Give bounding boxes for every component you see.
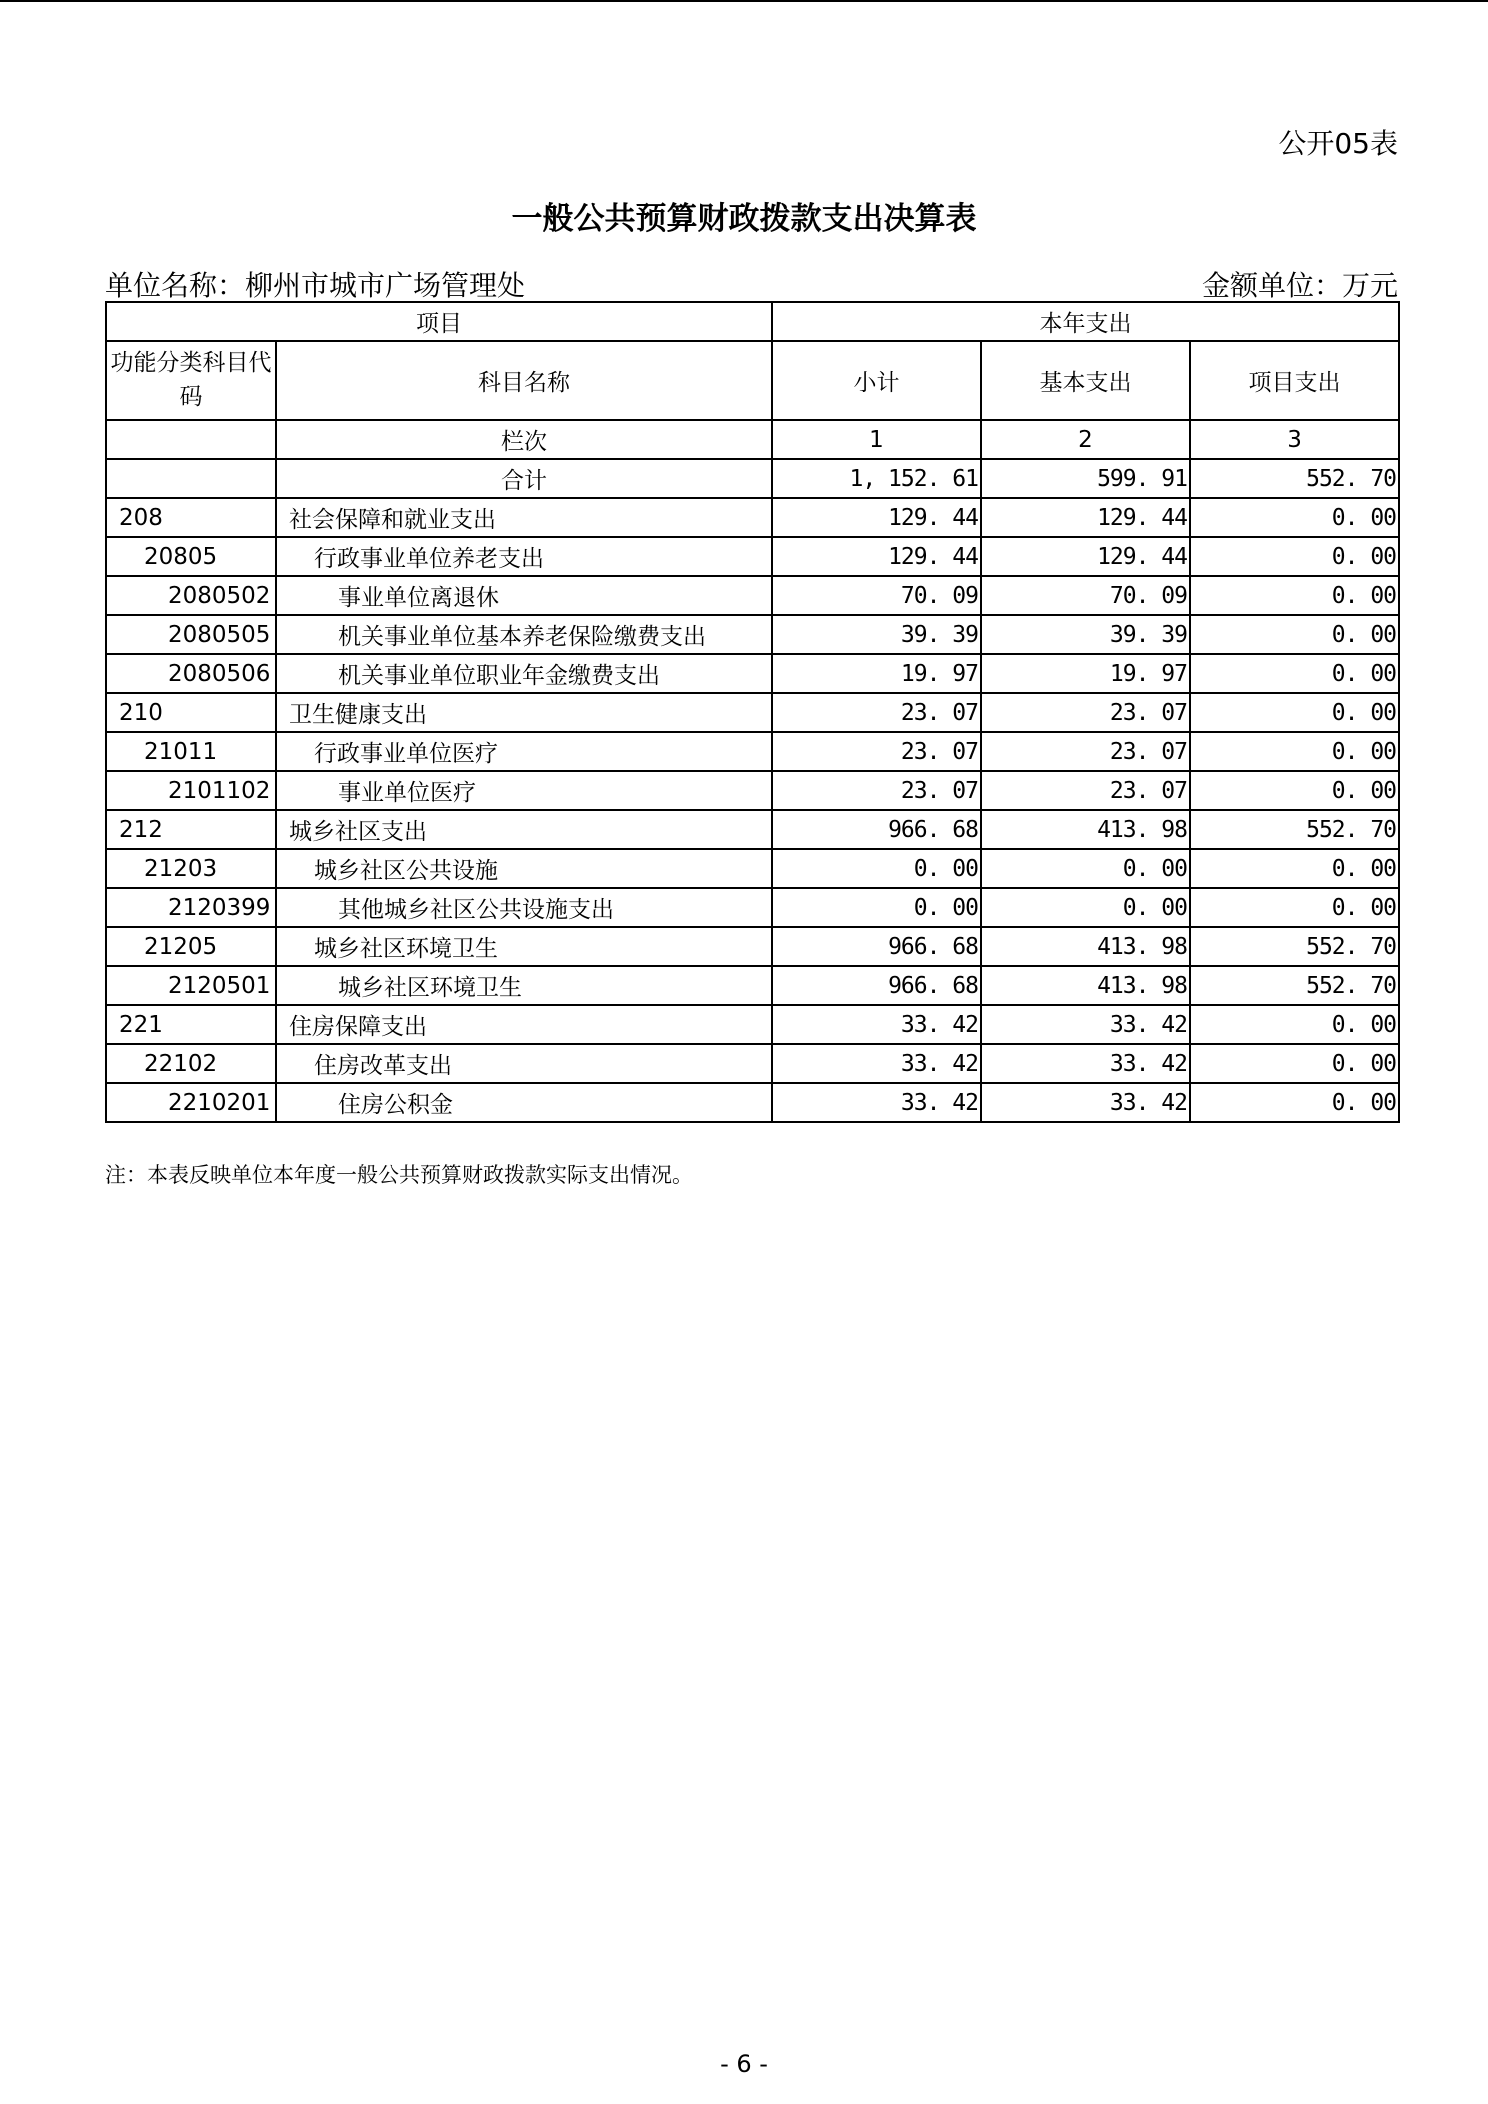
table-row <box>106 537 1399 576</box>
row-name: 住房改革支出 <box>276 1044 772 1083</box>
row-name: 卫生健康支出 <box>276 693 772 732</box>
row-name: 城乡社区环境卫生 <box>276 927 772 966</box>
row-subtotal: 23. 07 <box>772 732 981 771</box>
row-name: 住房保障支出 <box>276 1005 772 1044</box>
total-blank <box>106 459 276 498</box>
row-project: 0. 00 <box>1190 615 1399 654</box>
row-basic: 33. 42 <box>981 1044 1190 1083</box>
table-row <box>106 576 1399 615</box>
row-project: 0. 00 <box>1190 498 1399 537</box>
row-name: 事业单位离退休 <box>276 576 772 615</box>
top-border-rule <box>0 0 1488 2</box>
row-subtotal: 966. 68 <box>772 927 981 966</box>
column-index-2: 2 <box>981 420 1190 459</box>
row-project: 0. 00 <box>1190 1083 1399 1122</box>
row-subtotal: 23. 07 <box>772 771 981 810</box>
row-project: 552. 70 <box>1190 927 1399 966</box>
row-subtotal: 33. 42 <box>772 1005 981 1044</box>
page-title: 一般公共预算财政拨款支出决算表 <box>511 201 977 237</box>
column-index-blank <box>106 420 276 459</box>
row-subtotal: 966. 68 <box>772 966 981 1005</box>
column-index-1: 1 <box>772 420 981 459</box>
row-basic: 70. 09 <box>981 576 1190 615</box>
total-basic: 599. 91 <box>981 459 1190 498</box>
row-basic: 0. 00 <box>981 849 1190 888</box>
row-code: 2101102 <box>106 771 276 810</box>
row-project: 0. 00 <box>1190 1005 1399 1044</box>
amount-unit: 金额单位：万元 <box>1201 269 1398 302</box>
row-subtotal: 129. 44 <box>772 537 981 576</box>
table-row <box>106 771 1399 810</box>
row-subtotal: 129. 44 <box>772 498 981 537</box>
row-code: 2120501 <box>106 966 276 1005</box>
table-row <box>106 810 1399 849</box>
total-project: 552. 70 <box>1190 459 1399 498</box>
row-basic: 33. 42 <box>981 1005 1190 1044</box>
column-index-row <box>106 420 1399 459</box>
row-project: 0. 00 <box>1190 537 1399 576</box>
row-basic: 129. 44 <box>981 498 1190 537</box>
row-name: 事业单位医疗 <box>276 771 772 810</box>
row-code: 212 <box>106 810 276 849</box>
row-subtotal: 39. 39 <box>772 615 981 654</box>
table-row <box>106 498 1399 537</box>
row-basic: 39. 39 <box>981 615 1190 654</box>
header-basic: 基本支出 <box>981 341 1190 420</box>
table-row <box>106 849 1399 888</box>
row-subtotal: 966. 68 <box>772 810 981 849</box>
row-subtotal: 33. 42 <box>772 1083 981 1122</box>
row-code: 2120399 <box>106 888 276 927</box>
header-name: 科目名称 <box>276 341 772 420</box>
row-code: 22102 <box>106 1044 276 1083</box>
row-project: 0. 00 <box>1190 693 1399 732</box>
row-code: 2210201 <box>106 1083 276 1122</box>
budget-table <box>105 301 1400 1123</box>
row-project: 0. 00 <box>1190 888 1399 927</box>
row-subtotal: 23. 07 <box>772 693 981 732</box>
row-project: 0. 00 <box>1190 771 1399 810</box>
row-project: 0. 00 <box>1190 654 1399 693</box>
header-item-group: 项目 <box>106 302 772 341</box>
row-project: 0. 00 <box>1190 1044 1399 1083</box>
form-number: 公开05表 <box>1278 127 1398 160</box>
total-row <box>106 459 1399 498</box>
row-subtotal: 33. 42 <box>772 1044 981 1083</box>
row-subtotal: 0. 00 <box>772 849 981 888</box>
table-row <box>106 732 1399 771</box>
table-row <box>106 966 1399 1005</box>
table-row <box>106 1044 1399 1083</box>
row-basic: 23. 07 <box>981 732 1190 771</box>
row-basic: 33. 42 <box>981 1083 1190 1122</box>
row-name: 城乡社区公共设施 <box>276 849 772 888</box>
table-row <box>106 1083 1399 1122</box>
row-name: 行政事业单位养老支出 <box>276 537 772 576</box>
row-name: 机关事业单位职业年金缴费支出 <box>276 654 772 693</box>
page-number: - 6 - <box>720 2050 768 2078</box>
row-name: 机关事业单位基本养老保险缴费支出 <box>276 615 772 654</box>
table-row <box>106 888 1399 927</box>
row-project: 552. 70 <box>1190 966 1399 1005</box>
row-basic: 23. 07 <box>981 693 1190 732</box>
header-subtotal: 小计 <box>772 341 981 420</box>
table-row <box>106 693 1399 732</box>
row-basic: 23. 07 <box>981 771 1190 810</box>
row-subtotal: 19. 97 <box>772 654 981 693</box>
header-year-group: 本年支出 <box>772 302 1399 341</box>
total-subtotal: 1, 152. 61 <box>772 459 981 498</box>
unit-name: 单位名称：柳州市城市广场管理处 <box>105 269 526 302</box>
row-subtotal: 70. 09 <box>772 576 981 615</box>
header-project: 项目支出 <box>1190 341 1399 420</box>
row-code: 221 <box>106 1005 276 1044</box>
row-code: 21203 <box>106 849 276 888</box>
header-row-group <box>106 302 1399 341</box>
row-name: 行政事业单位医疗 <box>276 732 772 771</box>
row-code: 2080502 <box>106 576 276 615</box>
table-row <box>106 1005 1399 1044</box>
table-row <box>106 927 1399 966</box>
row-subtotal: 0. 00 <box>772 888 981 927</box>
row-code: 208 <box>106 498 276 537</box>
row-name: 社会保障和就业支出 <box>276 498 772 537</box>
row-name: 城乡社区支出 <box>276 810 772 849</box>
row-code: 21011 <box>106 732 276 771</box>
table-note: 注：本表反映单位本年度一般公共预算财政拨款实际支出情况。 <box>105 1163 693 1187</box>
row-basic: 413. 98 <box>981 810 1190 849</box>
row-project: 0. 00 <box>1190 849 1399 888</box>
row-basic: 19. 97 <box>981 654 1190 693</box>
row-basic: 413. 98 <box>981 927 1190 966</box>
table-row <box>106 615 1399 654</box>
header-code: 功能分类科目代码 <box>106 341 276 420</box>
row-basic: 129. 44 <box>981 537 1190 576</box>
column-index-label: 栏次 <box>276 420 772 459</box>
row-name: 城乡社区环境卫生 <box>276 966 772 1005</box>
row-code: 210 <box>106 693 276 732</box>
header-row-columns <box>106 341 1399 420</box>
row-code: 21205 <box>106 927 276 966</box>
total-label: 合计 <box>276 459 772 498</box>
row-code: 20805 <box>106 537 276 576</box>
row-name: 其他城乡社区公共设施支出 <box>276 888 772 927</box>
row-basic: 0. 00 <box>981 888 1190 927</box>
row-project: 552. 70 <box>1190 810 1399 849</box>
row-basic: 413. 98 <box>981 966 1190 1005</box>
column-index-3: 3 <box>1190 420 1399 459</box>
row-code: 2080505 <box>106 615 276 654</box>
row-name: 住房公积金 <box>276 1083 772 1122</box>
row-project: 0. 00 <box>1190 576 1399 615</box>
row-project: 0. 00 <box>1190 732 1399 771</box>
row-code: 2080506 <box>106 654 276 693</box>
table-row <box>106 654 1399 693</box>
